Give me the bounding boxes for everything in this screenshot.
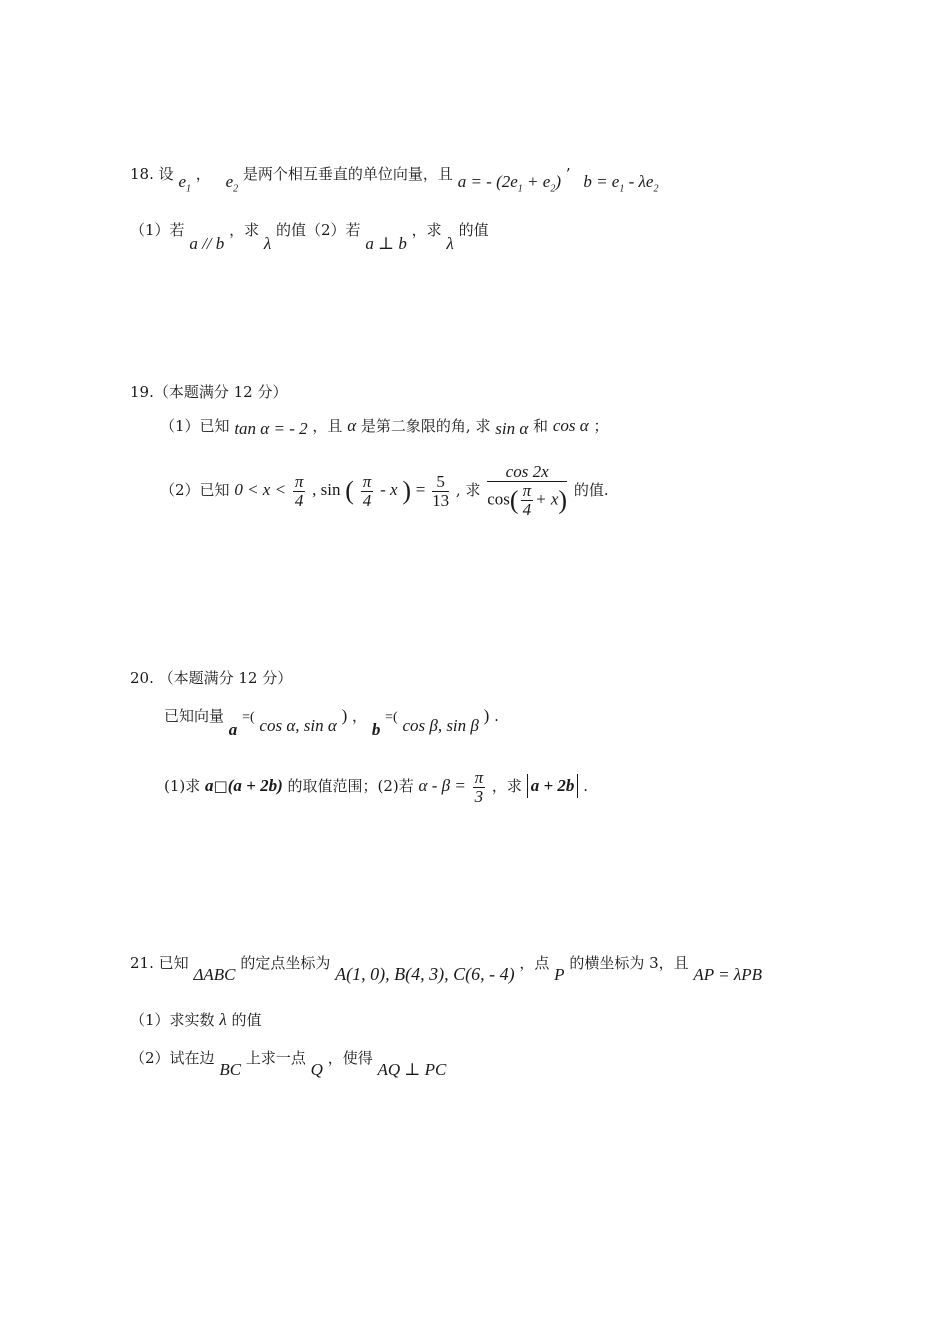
q21-relation: AP = λPB — [693, 965, 762, 984]
q18-ask2: ，求 — [411, 221, 442, 239]
q20-part1-label: (1)求 — [164, 777, 201, 795]
q19-part1-label: （1）已知 — [160, 417, 230, 435]
q20-title: 20. （本题满分 12 分） — [130, 669, 293, 687]
q19-text1: ，且 — [312, 417, 343, 435]
q20-abs-value: a + 2b — [527, 774, 579, 798]
q19-big-fraction: cos 2x cos( $\frac{\pi}{4}$ + x) — [487, 462, 568, 519]
q18-parallel-cond: a // b — [189, 234, 225, 253]
q21-triangle: ΔABC — [193, 965, 236, 984]
q20-eq1: =( — [242, 710, 255, 725]
q20-text1: 的取值范围；(2)若 — [287, 777, 414, 795]
q21-number: 21. — [130, 954, 154, 972]
q19-part2-label: （2）已知 — [160, 481, 230, 499]
q20-a: a — [205, 776, 214, 795]
q18-part1-label: （1）若 — [130, 221, 185, 239]
q18-e1: $e_1$ — [178, 172, 191, 195]
q18-line2 — [130, 220, 489, 253]
q18-lambda1: λ — [263, 234, 272, 253]
q19-inequality: 0 < x < — [234, 480, 287, 499]
q19-pi-over-4-b: $\frac{\pi}{4}$ — [362, 471, 372, 510]
q18-desc: 是两个相互垂直的单位向量，且 — [242, 165, 453, 183]
q21-perp: AQ ⊥ PC — [377, 1060, 447, 1079]
q21-point-q: Q — [310, 1060, 323, 1079]
q21-coords: A(1, 0), B(4, 3), C(6, - 4) — [335, 964, 515, 984]
q18-comma: ， — [195, 165, 211, 183]
q20-vector-a: a — [228, 720, 238, 739]
q21-part1-tail: 的值 — [231, 1011, 262, 1029]
q18-a-def: a = - $(2e_1 + e_2)$ — [457, 172, 561, 195]
q19-title: 19.（本题满分 12 分） — [130, 383, 288, 401]
q19-qiu: , 求 — [455, 481, 481, 499]
q19-rparen: ) — [402, 476, 411, 505]
q19-minus-x: - x — [380, 480, 398, 499]
q19-equals: = — [415, 480, 426, 499]
q21-text2: 的定点坐标为 — [240, 954, 331, 972]
q20-comma: ， — [352, 707, 368, 725]
q21-text5: 上求一点 — [245, 1049, 306, 1067]
q19-part2 — [160, 460, 609, 521]
q18-number: 18. — [130, 165, 154, 183]
q21-part1-label: （1）求实数 — [130, 1011, 215, 1029]
q21-bc: BC — [219, 1060, 242, 1079]
q19-semicolon: ； — [593, 417, 609, 435]
q21-text1: 已知 — [158, 954, 189, 972]
q20-period: . — [494, 707, 499, 725]
q20-eq2: =( — [385, 710, 398, 725]
q19-pi-over-4: $\frac{\pi}{4}$ — [294, 471, 304, 510]
q20-dot-symbol: □ — [213, 777, 228, 795]
q18-e2: $e_2$ — [225, 172, 239, 195]
q20-vector-b: b — [371, 720, 381, 739]
q18-tail: 的值 — [458, 221, 489, 239]
q21-text6: ，使得 — [327, 1049, 373, 1067]
q20-b-components: cos β, sin β — [402, 716, 479, 735]
q19-sin-fn: , sin — [312, 480, 341, 499]
q21-line2 — [130, 1010, 262, 1030]
q20-given: 已知向量 — [164, 707, 225, 725]
q20-close1: ) — [341, 706, 348, 725]
q19-5-over-13: $\frac{5}{13}$ — [432, 471, 450, 510]
q21-point-p: P — [554, 965, 565, 984]
q18-line1 — [130, 164, 659, 195]
q20-close2: ) — [483, 706, 490, 725]
q19-alpha: α — [347, 416, 357, 435]
q18-perp-cond: a ⊥ b — [365, 234, 407, 253]
q20-pi-over-3: $\frac{\pi}{3}$ — [474, 767, 484, 806]
q20-text2: ，求 — [491, 777, 522, 795]
q18-part2-label: 的值（2）若 — [276, 221, 361, 239]
q21-line1 — [130, 952, 762, 984]
q20-end: . — [583, 777, 588, 795]
q18-b-def: $b = e_1 - \lambda e_2$ — [583, 172, 659, 195]
q20-a-components: cos α, sin α — [259, 716, 337, 735]
q19-tan-expr: tan α = - 2 — [234, 419, 308, 438]
q21-text4: 的横坐标为 3，且 — [569, 954, 689, 972]
q19-cos: cos α — [552, 416, 589, 435]
q20-expr: (a + 2b) — [227, 776, 283, 795]
q19-tail: 的值. — [573, 481, 609, 499]
q21-line3 — [130, 1048, 447, 1079]
q20-line1 — [164, 706, 499, 739]
q20-diff: α - β = — [418, 776, 466, 795]
q19-text2: 是第二象限的角, 求 — [360, 417, 491, 435]
q21-part2-label: （2）试在边 — [130, 1049, 215, 1067]
q20-line2 — [164, 764, 588, 808]
q19-and: 和 — [533, 417, 549, 435]
q19-lparen: ( — [345, 476, 354, 505]
q18-lambda2: λ — [446, 234, 454, 253]
q19-part1 — [160, 416, 608, 436]
q18-ask1: ，求 — [229, 221, 260, 239]
q21-text3: ，点 — [519, 954, 550, 972]
q19-sin: sin α — [495, 419, 529, 438]
q18-text: 设 — [158, 165, 174, 183]
q18-sep: ’ — [565, 165, 571, 183]
q21-lambda: λ — [219, 1010, 227, 1029]
